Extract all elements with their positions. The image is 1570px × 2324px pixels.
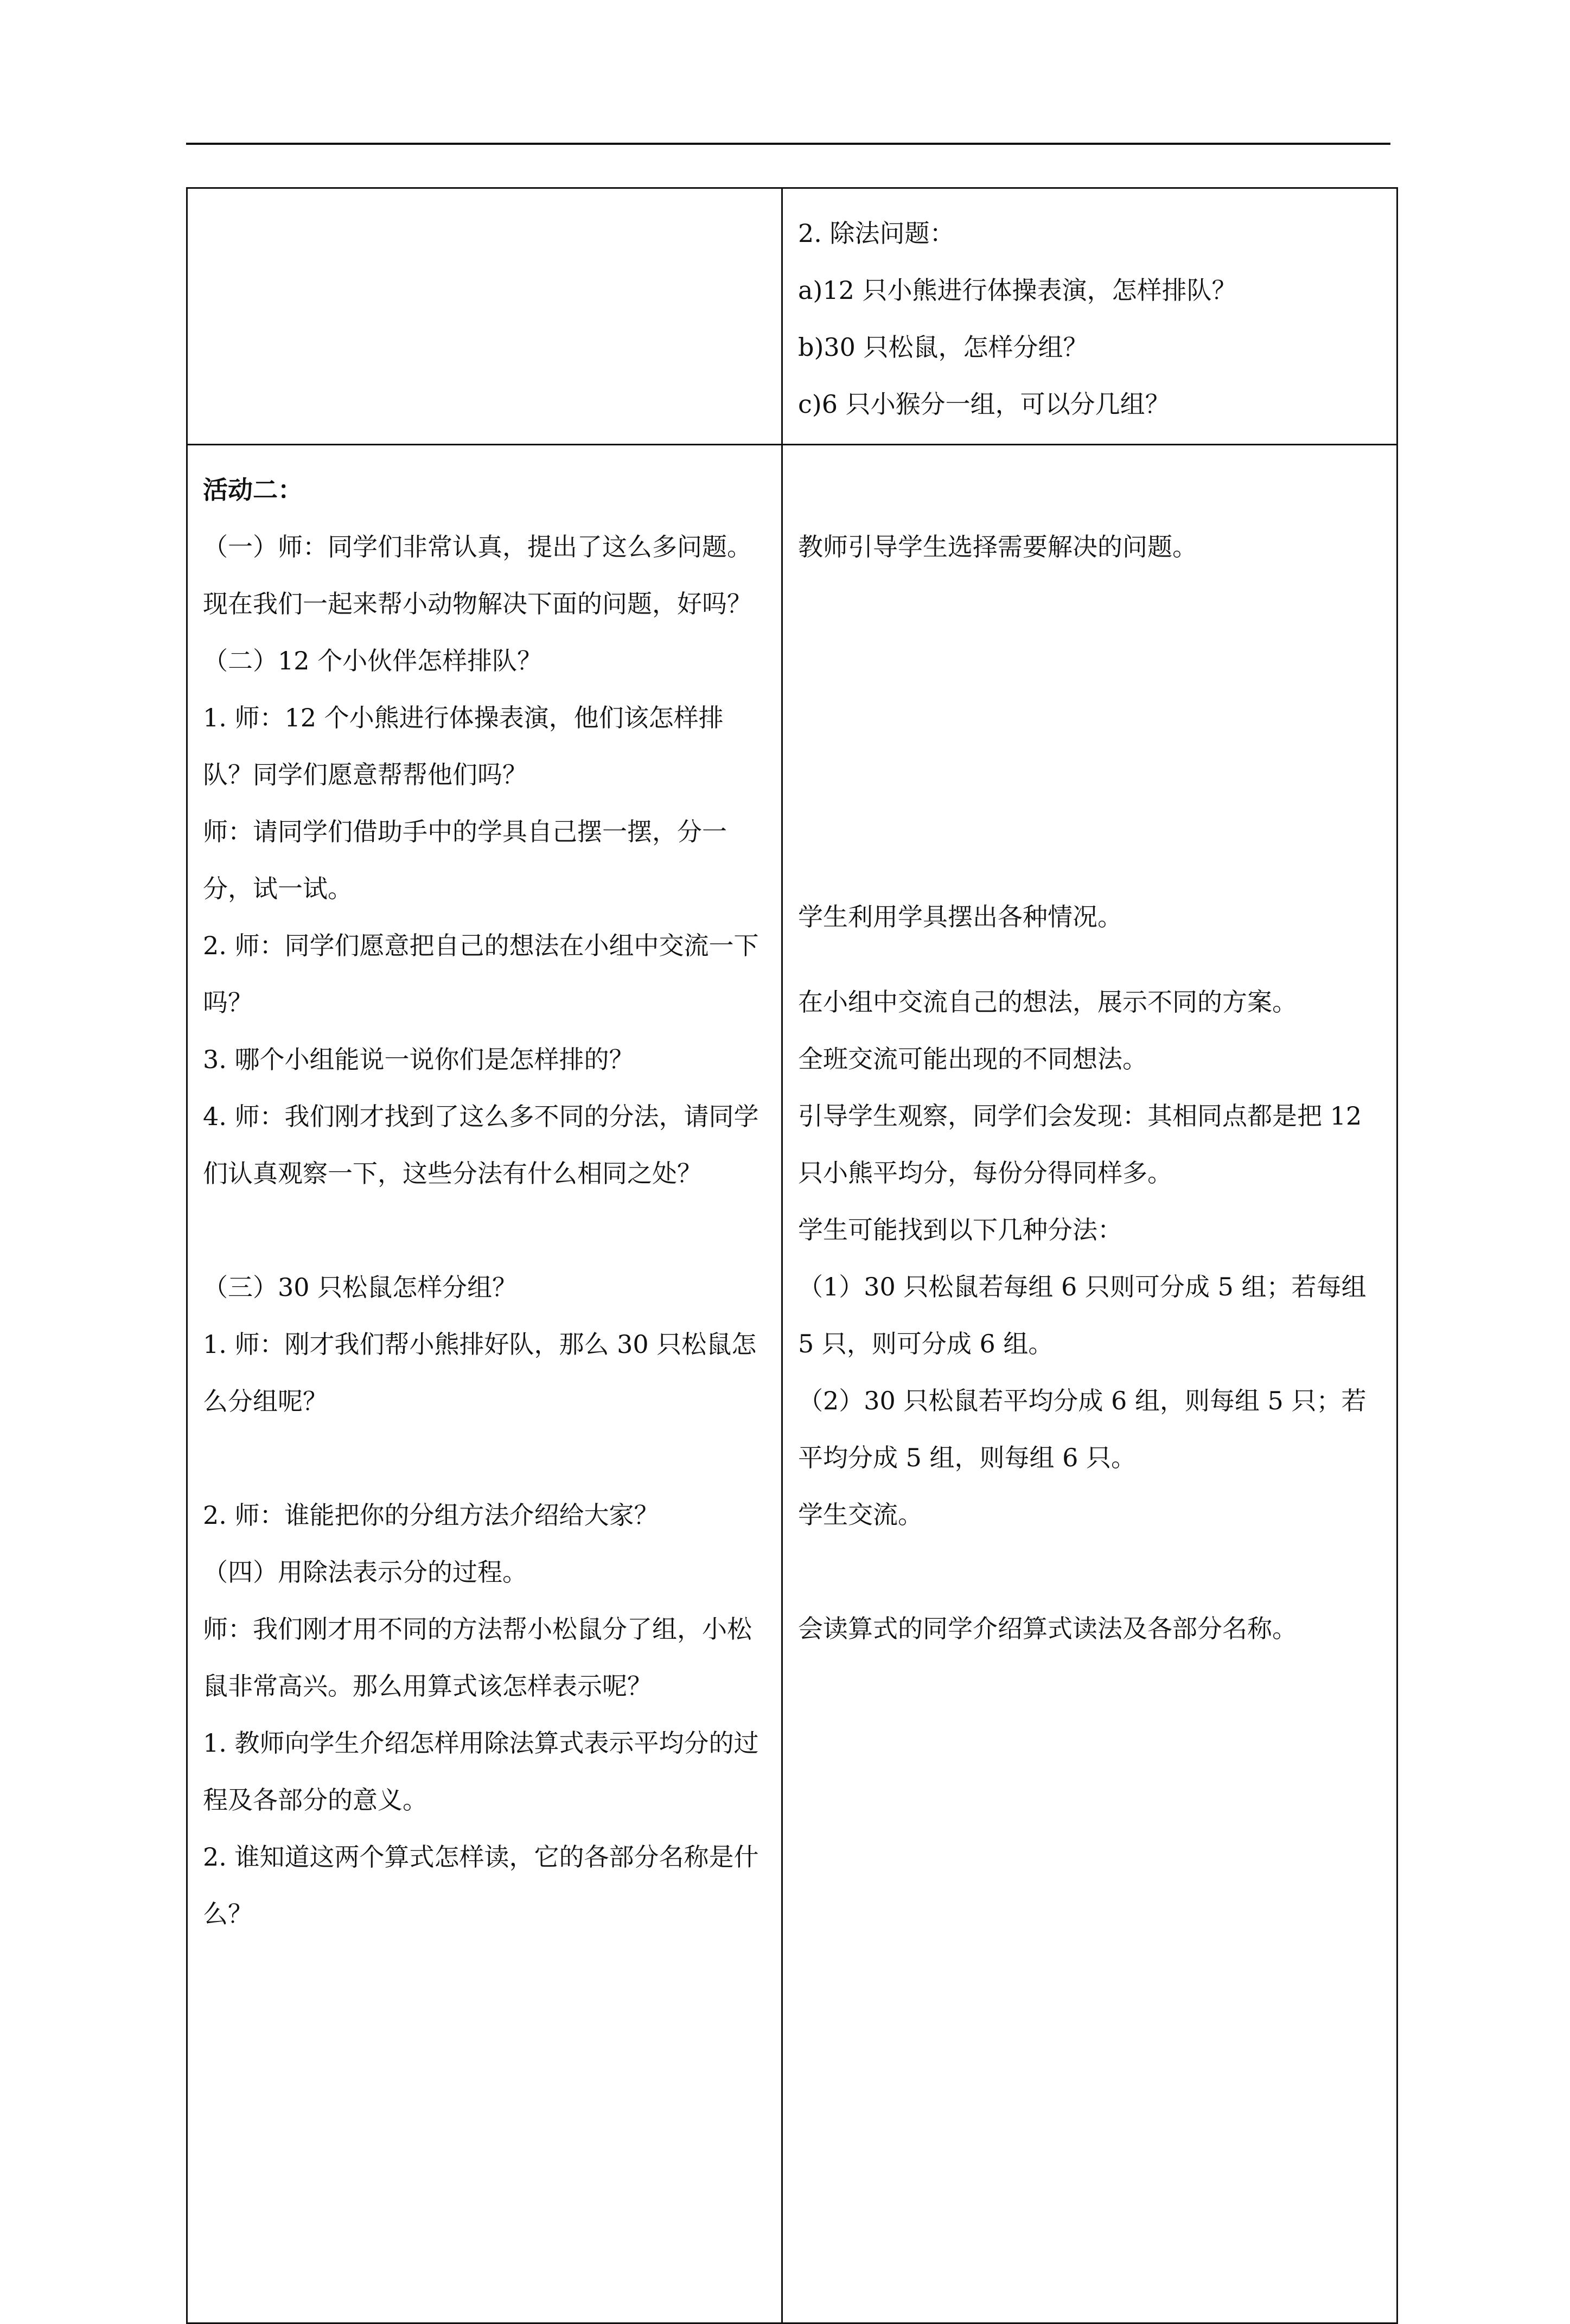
section-heading: （二）12 个小伙伴怎样排队？ xyxy=(203,646,543,675)
question-b: b)30 只松鼠，怎样分组？ xyxy=(798,333,1088,362)
paragraph: 师：我们刚才用不同的方法帮小松鼠分了组，小松鼠非常高兴。那么用算式该怎样表示呢？ xyxy=(203,1614,752,1701)
header-rule xyxy=(186,143,1390,145)
spacer xyxy=(203,1202,766,1259)
paragraph: 3. 哪个小组能说一说你们是怎样排的？ xyxy=(203,1045,634,1074)
paragraph: 教师引导学生选择需要解决的问题。 xyxy=(798,532,1197,561)
division-heading: 2. 除法问题： xyxy=(798,219,955,248)
paragraph: 2. 师：同学们愿意把自己的想法在小组中交流一下吗？ xyxy=(203,931,759,1017)
left-cell-activity-two xyxy=(187,445,782,2323)
spacer xyxy=(798,633,1381,689)
spacer xyxy=(798,576,1381,633)
right-cell-division-questions xyxy=(782,188,1397,445)
spacer xyxy=(798,746,1381,803)
spacer xyxy=(798,860,1381,889)
table-row xyxy=(187,445,1397,2323)
paragraph: 1. 师：刚才我们帮小熊排好队，那么 30 只松鼠怎么分组呢？ xyxy=(203,1330,757,1416)
paragraph: 全班交流可能出现的不同想法。 xyxy=(798,1044,1147,1074)
spacer xyxy=(203,1430,766,1487)
question-a: a)12 只小熊进行体操表演，怎样排队？ xyxy=(798,276,1237,305)
paragraph: （2）30 只松鼠若平均分成 6 组，则每组 5 只；若平均分成 5 组，则每组 6 只。 xyxy=(798,1386,1367,1472)
paragraph: 学生利用学具摆出各种情况。 xyxy=(798,902,1122,931)
spacer xyxy=(798,946,1381,974)
section-heading: （三）30 只松鼠怎样分组？ xyxy=(203,1273,518,1302)
paragraph: 在小组中交流自己的想法，展示不同的方案。 xyxy=(798,987,1297,1017)
paragraph: 引导学生观察，同学们会发现：其相同点都是把 12 只小熊平均分，每份分得同样多。 xyxy=(798,1101,1362,1187)
left-cell-empty xyxy=(187,188,782,445)
paragraph: 1. 教师向学生介绍怎样用除法算式表示平均分的过程及各部分的意义。 xyxy=(203,1728,759,1815)
paragraph: （一）师：同学们非常认真，提出了这么多问题。现在我们一起来帮小动物解决下面的问题，好吗？ xyxy=(203,532,752,618)
lesson-table xyxy=(186,187,1398,2324)
paragraph: 2. 师：谁能把你的分组方法介绍给大家？ xyxy=(203,1501,659,1530)
section-heading: （四）用除法表示分的过程。 xyxy=(203,1557,527,1587)
paragraph: 1. 师：12 个小熊进行体操表演，他们该怎样排队？同学们愿意帮帮他们吗？ xyxy=(203,703,724,789)
paragraph: 2. 谁知道这两个算式怎样读，它的各部分名称是什么？ xyxy=(203,1842,759,1929)
activity-title: 活动二： xyxy=(203,475,303,505)
paragraph: 学生交流。 xyxy=(798,1500,923,1529)
question-c: c)6 只小猴分一组，可以分几组？ xyxy=(798,390,1170,419)
paragraph: 师：请同学们借助手中的学具自己摆一摆，分一分，试一试。 xyxy=(203,817,727,903)
paragraph: 4. 师：我们刚才找到了这么多不同的分法，请同学们认真观察一下，这些分法有什么相同之处？ xyxy=(203,1102,759,1188)
spacer xyxy=(798,462,1381,519)
paragraph: 会读算式的同学介绍算式读法及各部分名称。 xyxy=(798,1614,1297,1643)
table-row xyxy=(187,188,1397,445)
paragraph: （1）30 只松鼠若每组 6 只则可分成 5 组；若每组 5 只，则可分成 6 组。 xyxy=(798,1272,1367,1358)
spacer xyxy=(798,689,1381,746)
spacer xyxy=(798,1543,1381,1600)
paragraph: 学生可能找到以下几种分法： xyxy=(798,1215,1122,1244)
right-cell-student-activities xyxy=(782,445,1397,2323)
spacer xyxy=(798,803,1381,860)
